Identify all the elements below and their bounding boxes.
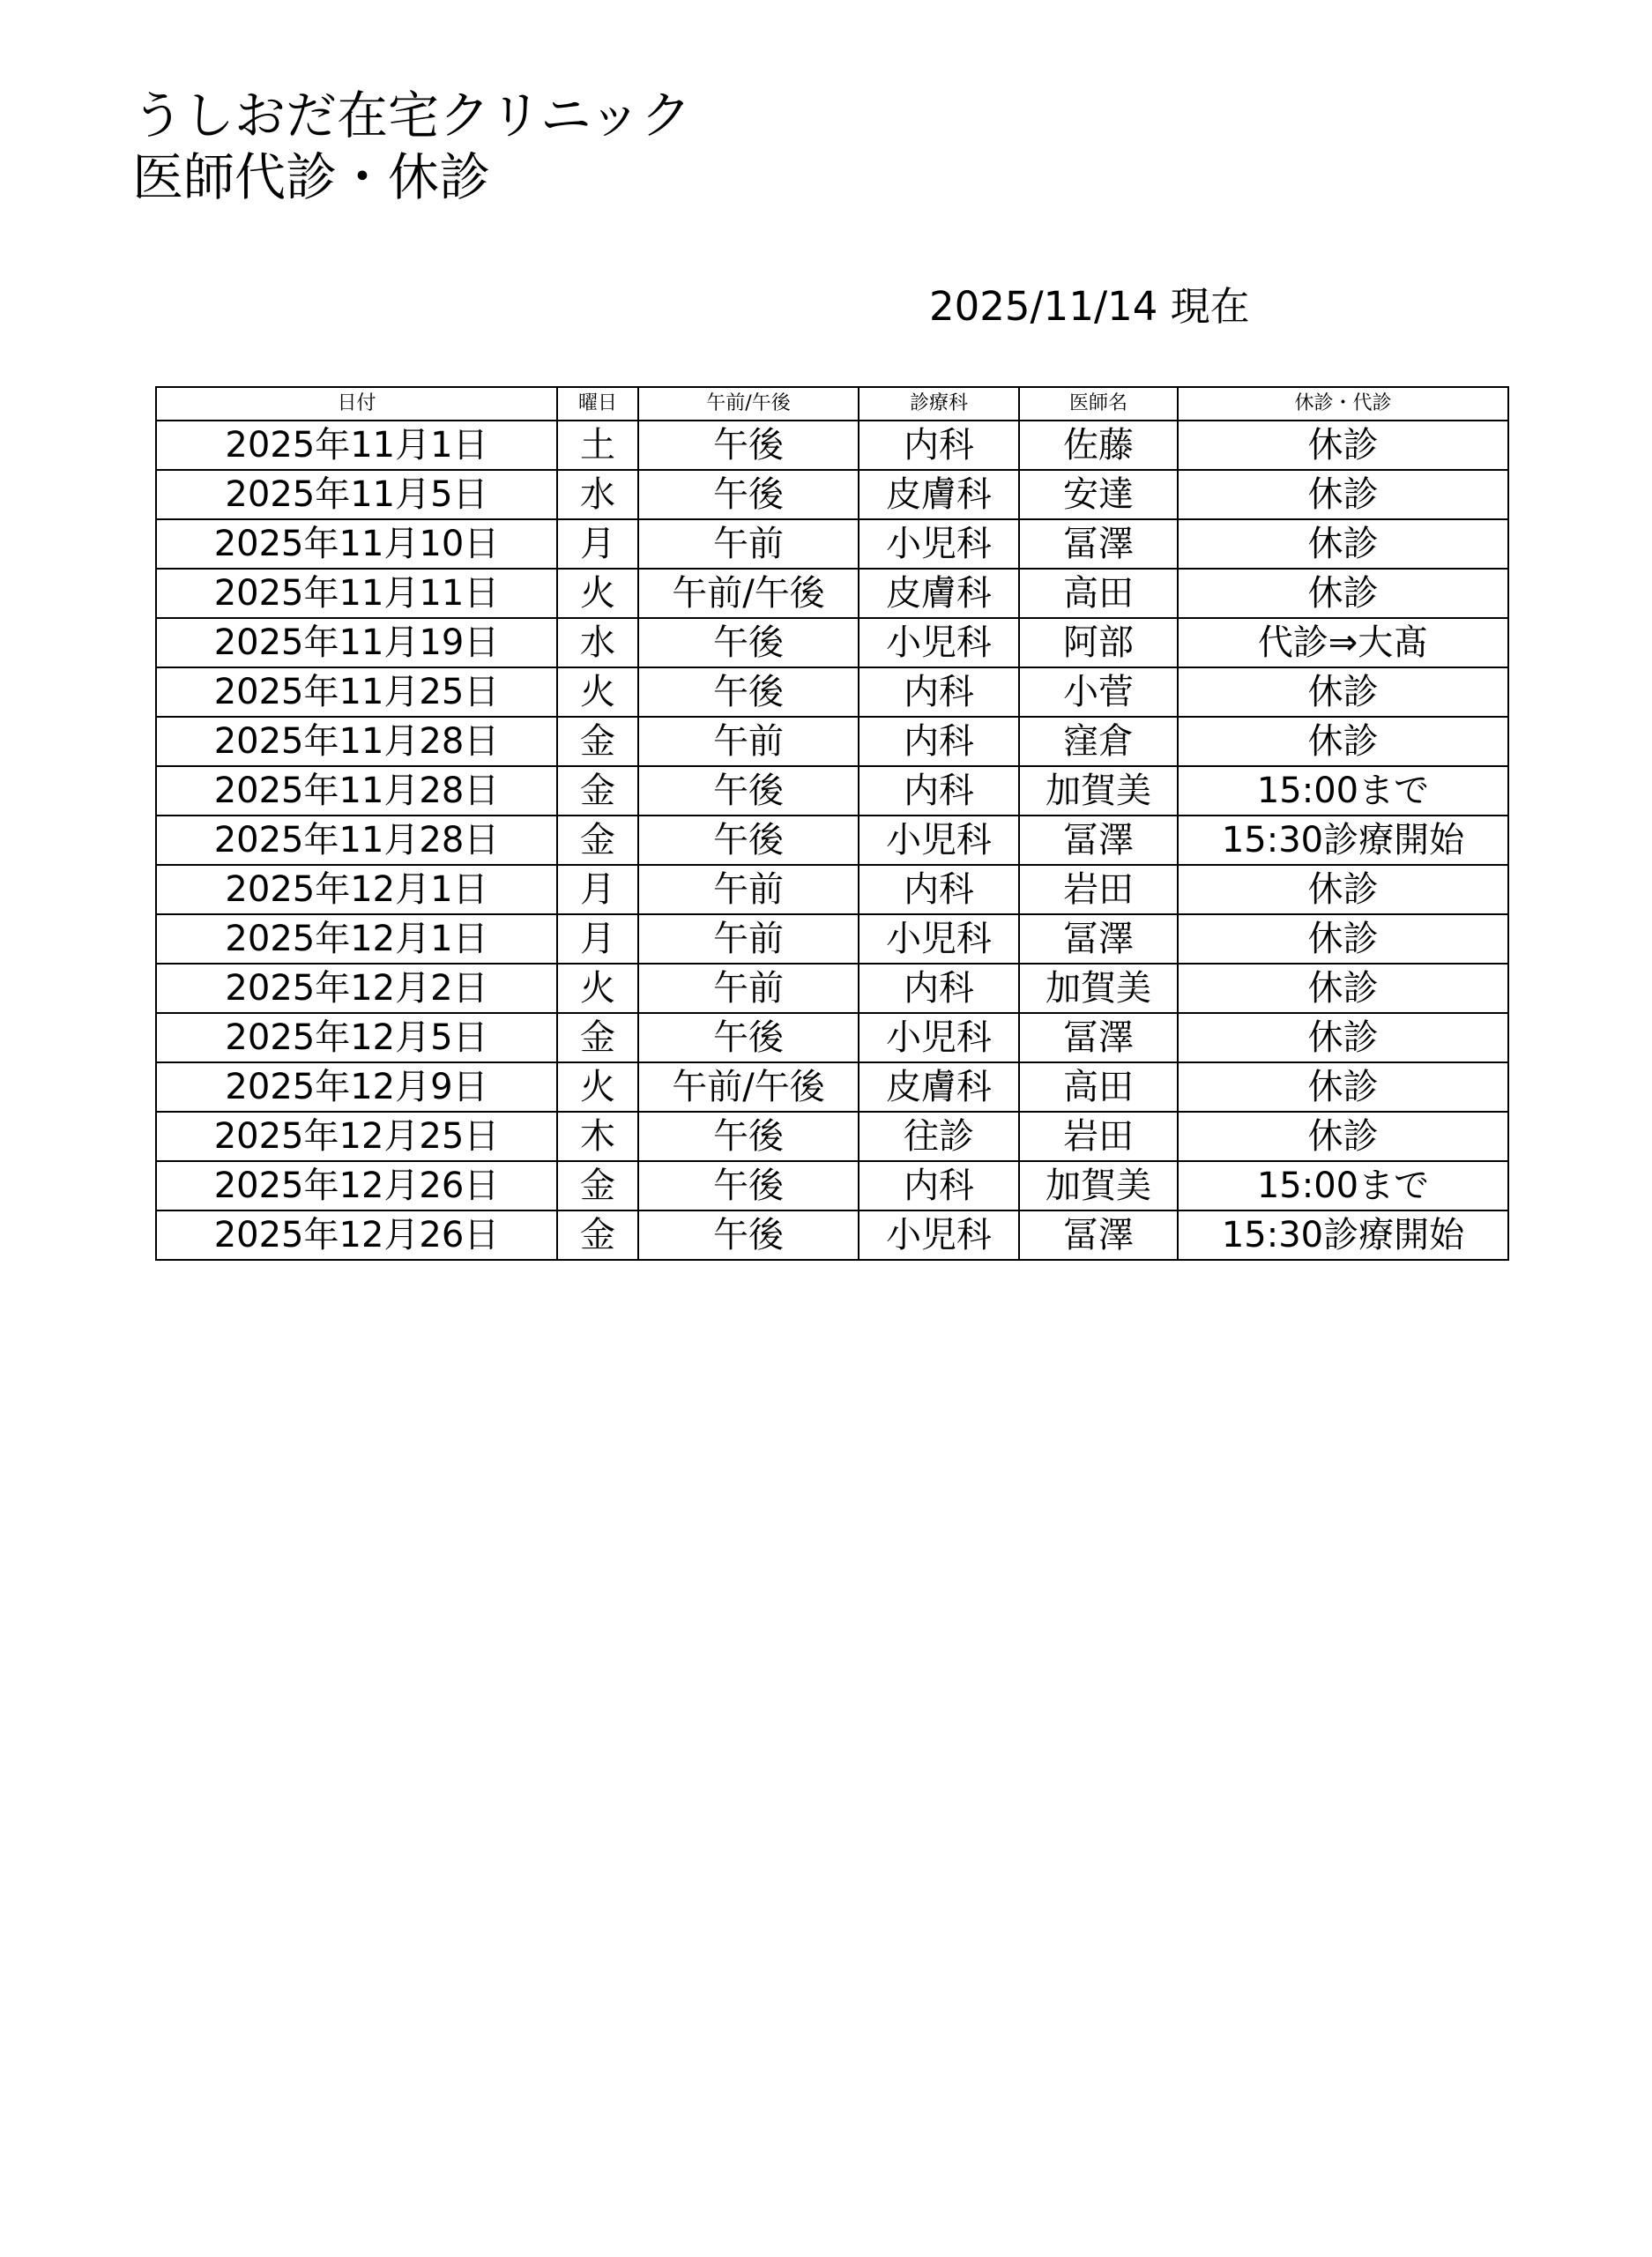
cell-doctor: 冨澤 — [1019, 914, 1178, 964]
table-row — [156, 865, 1508, 914]
table-row — [156, 717, 1508, 766]
cell-department: 小児科 — [859, 914, 1019, 964]
cell-am-pm: 午後 — [638, 618, 859, 667]
cell-date: 2025年12月1日 — [156, 865, 557, 914]
cell-status: 15:00まで — [1178, 1161, 1508, 1210]
cell-am-pm: 午前 — [638, 964, 859, 1013]
cell-weekday: 金 — [557, 816, 638, 865]
cell-date: 2025年12月26日 — [156, 1210, 557, 1260]
cell-status: 休診 — [1178, 667, 1508, 717]
document-title: 医師代診・休診 — [132, 147, 491, 207]
cell-status: 休診 — [1178, 1013, 1508, 1062]
cell-weekday: 金 — [557, 766, 638, 816]
cell-date: 2025年12月26日 — [156, 1161, 557, 1210]
cell-doctor: 佐藤 — [1019, 421, 1178, 470]
cell-department: 小児科 — [859, 1210, 1019, 1260]
cell-am-pm: 午前 — [638, 865, 859, 914]
cell-status: 休診 — [1178, 865, 1508, 914]
cell-am-pm: 午後 — [638, 421, 859, 470]
cell-department: 内科 — [859, 964, 1019, 1013]
table-row — [156, 569, 1508, 618]
cell-status: 代診⇒大髙 — [1178, 618, 1508, 667]
table-row — [156, 519, 1508, 569]
cell-date: 2025年11月11日 — [156, 569, 557, 618]
cell-am-pm: 午後 — [638, 470, 859, 519]
cell-am-pm: 午後 — [638, 766, 859, 816]
table-row — [156, 1062, 1508, 1112]
cell-department: 小児科 — [859, 519, 1019, 569]
cell-status: 休診 — [1178, 470, 1508, 519]
cell-department: 小児科 — [859, 618, 1019, 667]
cell-doctor: 冨澤 — [1019, 1210, 1178, 1260]
table-header-row — [156, 387, 1508, 421]
cell-date: 2025年11月19日 — [156, 618, 557, 667]
cell-doctor: 岩田 — [1019, 1112, 1178, 1161]
cell-status: 休診 — [1178, 1112, 1508, 1161]
cell-status: 休診 — [1178, 421, 1508, 470]
cell-status: 休診 — [1178, 519, 1508, 569]
column-header-weekday: 曜日 — [557, 387, 638, 421]
cell-status: 休診 — [1178, 1062, 1508, 1112]
table-row — [156, 816, 1508, 865]
table-row — [156, 914, 1508, 964]
cell-date: 2025年12月1日 — [156, 914, 557, 964]
cell-department: 往診 — [859, 1112, 1019, 1161]
cell-department: 内科 — [859, 766, 1019, 816]
cell-department: 皮膚科 — [859, 569, 1019, 618]
cell-doctor: 加賀美 — [1019, 964, 1178, 1013]
cell-weekday: 金 — [557, 1013, 638, 1062]
cell-department: 内科 — [859, 421, 1019, 470]
table-row — [156, 1013, 1508, 1062]
cell-department: 皮膚科 — [859, 470, 1019, 519]
cell-date: 2025年11月10日 — [156, 519, 557, 569]
cell-doctor: 窪倉 — [1019, 717, 1178, 766]
cell-date: 2025年12月9日 — [156, 1062, 557, 1112]
cell-weekday: 土 — [557, 421, 638, 470]
cell-weekday: 月 — [557, 865, 638, 914]
cell-doctor: 冨澤 — [1019, 519, 1178, 569]
document-header — [132, 85, 692, 208]
cell-am-pm: 午前 — [638, 717, 859, 766]
cell-status: 15:00まで — [1178, 766, 1508, 816]
cell-date: 2025年11月28日 — [156, 816, 557, 865]
cell-weekday: 金 — [557, 717, 638, 766]
table-row — [156, 766, 1508, 816]
cell-am-pm: 午後 — [638, 1210, 859, 1260]
cell-date: 2025年11月28日 — [156, 766, 557, 816]
cell-weekday: 月 — [557, 519, 638, 569]
cell-date: 2025年12月2日 — [156, 964, 557, 1013]
cell-doctor: 高田 — [1019, 569, 1178, 618]
cell-department: 皮膚科 — [859, 1062, 1019, 1112]
column-header-date: 日付 — [156, 387, 557, 421]
cell-status: 休診 — [1178, 914, 1508, 964]
cell-date: 2025年11月28日 — [156, 717, 557, 766]
clinic-name: うしおだ在宅クリニック — [132, 86, 692, 145]
cell-doctor: 安達 — [1019, 470, 1178, 519]
column-header-doctor: 医師名 — [1019, 387, 1178, 421]
cell-weekday: 木 — [557, 1112, 638, 1161]
cell-am-pm: 午後 — [638, 816, 859, 865]
cell-am-pm: 午前/午後 — [638, 569, 859, 618]
table-row — [156, 1112, 1508, 1161]
cell-department: 内科 — [859, 865, 1019, 914]
cell-date: 2025年11月1日 — [156, 421, 557, 470]
cell-department: 内科 — [859, 717, 1019, 766]
cell-date: 2025年11月25日 — [156, 667, 557, 717]
cell-date: 2025年12月5日 — [156, 1013, 557, 1062]
cell-department: 内科 — [859, 667, 1019, 717]
cell-weekday: 火 — [557, 667, 638, 717]
cell-doctor: 加賀美 — [1019, 1161, 1178, 1210]
table-row — [156, 667, 1508, 717]
cell-doctor: 高田 — [1019, 1062, 1178, 1112]
cell-am-pm: 午前/午後 — [638, 1062, 859, 1112]
cell-weekday: 金 — [557, 1210, 638, 1260]
cell-status: 休診 — [1178, 964, 1508, 1013]
column-header-am-pm: 午前/午後 — [638, 387, 859, 421]
cell-weekday: 水 — [557, 618, 638, 667]
cell-doctor: 冨澤 — [1019, 816, 1178, 865]
cell-department: 小児科 — [859, 816, 1019, 865]
cell-weekday: 火 — [557, 1062, 638, 1112]
cell-weekday: 金 — [557, 1161, 638, 1210]
cell-status: 休診 — [1178, 569, 1508, 618]
as-of-date: 2025/11/14 現在 — [929, 283, 1250, 330]
cell-date: 2025年11月5日 — [156, 470, 557, 519]
cell-am-pm: 午後 — [638, 1161, 859, 1210]
cell-status: 15:30診療開始 — [1178, 816, 1508, 865]
cell-am-pm: 午後 — [638, 1013, 859, 1062]
table-row — [156, 964, 1508, 1013]
cell-department: 小児科 — [859, 1013, 1019, 1062]
cell-department: 内科 — [859, 1161, 1019, 1210]
cell-doctor: 冨澤 — [1019, 1013, 1178, 1062]
cell-am-pm: 午前 — [638, 519, 859, 569]
cell-am-pm: 午前 — [638, 914, 859, 964]
table-body — [156, 421, 1508, 1260]
cell-status: 15:30診療開始 — [1178, 1210, 1508, 1260]
cell-am-pm: 午後 — [638, 667, 859, 717]
table-row — [156, 470, 1508, 519]
cell-weekday: 火 — [557, 964, 638, 1013]
cell-weekday: 月 — [557, 914, 638, 964]
cell-weekday: 水 — [557, 470, 638, 519]
cell-date: 2025年12月25日 — [156, 1112, 557, 1161]
cell-doctor: 加賀美 — [1019, 766, 1178, 816]
cell-am-pm: 午後 — [638, 1112, 859, 1161]
cell-doctor: 小菅 — [1019, 667, 1178, 717]
cell-doctor: 阿部 — [1019, 618, 1178, 667]
column-header-status: 休診・代診 — [1178, 387, 1508, 421]
cell-status: 休診 — [1178, 717, 1508, 766]
table-row — [156, 618, 1508, 667]
cell-weekday: 火 — [557, 569, 638, 618]
table-row — [156, 421, 1508, 470]
table-row — [156, 1210, 1508, 1260]
column-header-department: 診療科 — [859, 387, 1019, 421]
schedule-table — [155, 386, 1509, 1261]
cell-doctor: 岩田 — [1019, 865, 1178, 914]
table-row — [156, 1161, 1508, 1210]
